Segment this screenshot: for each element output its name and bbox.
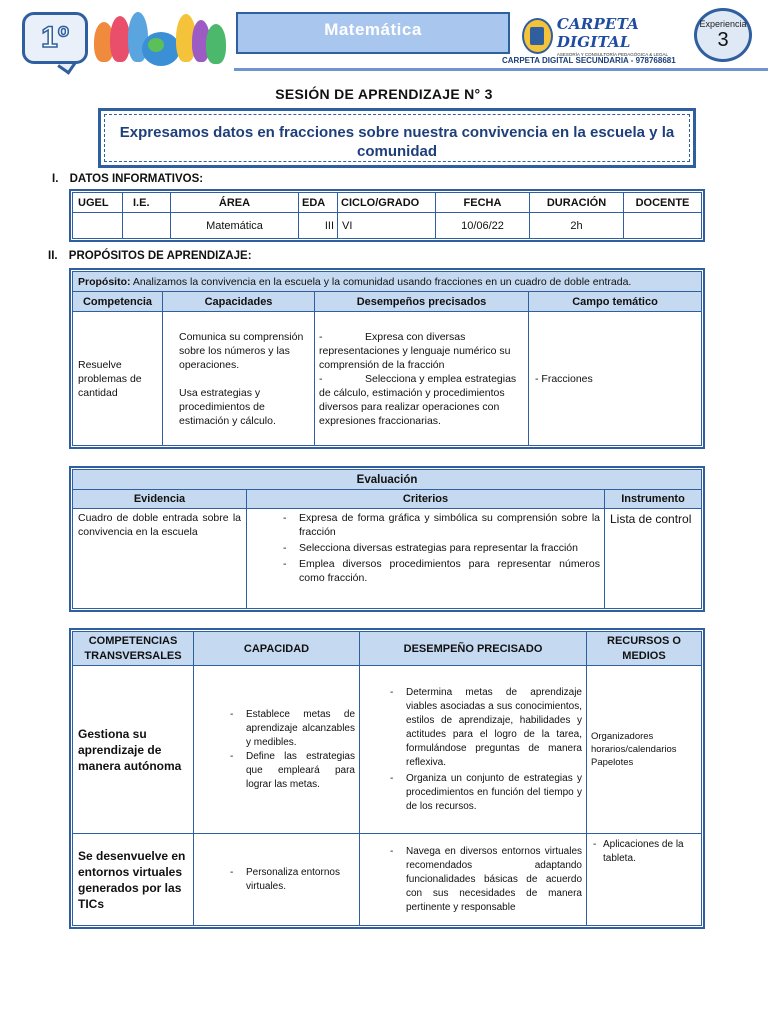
capacidad-2: Usa estrategias y procedimientos de estimación y cálculo. (179, 386, 276, 427)
resource-item: - Aplicaciones de la tableta. (587, 838, 697, 866)
col-area: ÁREA (171, 193, 299, 213)
competencia-cell: Resuelve problemas de cantidad (73, 312, 163, 446)
col-competencias-transversales: COMPETENCIAS TRANSVERSALES (73, 632, 194, 666)
cell-ie (123, 213, 171, 239)
grade-badge: 1º (22, 12, 88, 64)
desempenos-cell: - Expresa con diversas representaciones y lenguaje numérico su comprensión de la fracción - Selecciona y emplea estrategias de cálculo, estimación y procedimientos diversos para realizar operaciones con expresiones fraccionarias. (315, 312, 529, 446)
campo-cell: - Fracciones (529, 312, 702, 446)
capacidad-1: Comunica su comprensión sobre los números y las operaciones. (179, 330, 304, 371)
section-2-title: PROPÓSITOS DE APRENDIZAJE: (68, 250, 252, 262)
experience-label: Experiencia (699, 19, 747, 29)
section-1-title: DATOS INFORMATIVOS: (69, 173, 204, 185)
section-1-heading (52, 173, 203, 185)
evaluation-title: Evaluación (73, 470, 702, 490)
topic-box (98, 108, 696, 168)
desempeno-2: Selecciona y emplea estrategias de cálculo, estimación y procedimientos diversos para realizar operaciones con expresiones fraccionarias. (319, 372, 517, 427)
transversal-capacities-1 (194, 666, 360, 834)
logo-title: CARPETA DIGITAL (556, 15, 639, 51)
col-duracion: DURACIÓN (530, 193, 624, 213)
section-2-heading (48, 250, 252, 262)
header-divider (234, 68, 768, 71)
criteria-cell (247, 509, 605, 609)
purpose-text: Analizamos la convivencia en la escuela y la comunidad usando fracciones en un cuadro de doble entrada. (130, 275, 632, 288)
logo-tagline: ASESORÍA Y CONSULTORÍA PEDAGÓGICA & LEGAL (556, 52, 669, 57)
transversal-performances-2 (360, 834, 587, 926)
cell-ugel (73, 213, 123, 239)
evaluation-table (72, 469, 702, 609)
cell-duracion: 2h (530, 213, 624, 239)
col-recursos: RECURSOS O MEDIOS (587, 632, 702, 666)
cell-fecha: 10/06/22 (436, 213, 530, 239)
col-ciclo: CICLO/GRADO (338, 193, 436, 213)
transversal-competence-1: Gestiona su aprendizaje de manera autónoma (73, 666, 194, 834)
transversal-competencies-table (72, 631, 702, 926)
criterion-item: - Selecciona diversas estrategias para representar la fracción (277, 541, 600, 555)
desempeno-1: Expresa con diversas representaciones y lenguaje numérico su comprensión de la fracción (319, 330, 511, 371)
session-title: SESIÓN DE APRENDIZAJE N° 3 (275, 86, 493, 102)
purpose-label: Propósito: (78, 275, 131, 288)
transversal-resources-1: Organizadores horarios/calendarios Papelotes (587, 666, 702, 834)
brand-contact: CARPETA DIGITAL SECUNDARIA - 978768681 (502, 56, 676, 65)
topic-text: Expresamos datos en fracciones sobre nuestra convivencia en la escuela y la comunidad (104, 114, 690, 162)
experience-badge (694, 8, 752, 62)
cell-docente (624, 213, 702, 239)
col-criterios: Criterios (247, 490, 605, 509)
col-ie: I.E. (123, 193, 171, 213)
col-desempenos: Desempeños precisados (315, 292, 529, 312)
transversal-capacities-2 (194, 834, 360, 926)
instrument-cell: Lista de control (605, 509, 702, 609)
transversal-competence-2: Se desenvuelve en entornos virtuales generados por las TICs (73, 834, 194, 926)
informative-data-table (72, 192, 702, 239)
col-evidencia: Evidencia (73, 490, 247, 509)
col-capacidad: CAPACIDAD (194, 632, 360, 666)
criterion-item: - Emplea diversos procedimientos para representar números como fracción. (277, 557, 600, 585)
purpose-row (73, 272, 702, 292)
evidence-cell: Cuadro de doble entrada sobre la convivencia en la escuela (73, 509, 247, 609)
section-1-number: I. (52, 173, 59, 185)
performance-item: - Navega en diversos entornos virtuales recomendados adaptando funcionalidades básicas de acuerdo con sus necesidades de manera pertinente y responsable (384, 845, 582, 915)
col-eda: EDA (299, 193, 338, 213)
cell-ciclo: VI (338, 213, 436, 239)
children-globe-illustration (94, 10, 226, 66)
capacity-item: - Establece metas de aprendizaje alcanzables y medibles. (224, 708, 355, 750)
cell-eda: III (299, 213, 338, 239)
col-desempeno-precisado: DESEMPEÑO PRECISADO (360, 632, 587, 666)
capacity-item: - Define las estrategias que empleará para lograr las metas. (224, 750, 355, 792)
col-competencia: Competencia (73, 292, 163, 312)
page-header (0, 0, 768, 72)
col-fecha: FECHA (436, 193, 530, 213)
criterion-item: - Expresa de forma gráfica y simbólica su comprensión sobre la fracción (277, 511, 600, 539)
capacidades-cell (163, 312, 315, 446)
col-ugel: UGEL (73, 193, 123, 213)
col-instrumento: Instrumento (605, 490, 702, 509)
capacity-item: - Personaliza entornos virtuales. (224, 866, 355, 894)
logo-emblem-icon (522, 18, 553, 54)
col-capacidades: Capacidades (163, 292, 315, 312)
performance-item: - Determina metas de aprendizaje viables asociadas a sus conocimientos, estilos de aprendizaje, habilidades y actitudes para el logro de la tarea, formulándose preguntas de manera reflexiva. (384, 686, 582, 770)
performance-item: - Organiza un conjunto de estrategias y procedimientos en función del tiempo y de los recursos. (384, 772, 582, 814)
learning-purpose-table (72, 271, 702, 446)
col-campo: Campo temático (529, 292, 702, 312)
carpeta-digital-logo (522, 16, 692, 56)
section-2-number: II. (48, 250, 58, 262)
col-docente: DOCENTE (624, 193, 702, 213)
transversal-resources-2 (587, 834, 702, 926)
experience-number: 3 (717, 29, 729, 51)
subject-title: Matemática (236, 12, 510, 54)
transversal-performances-1 (360, 666, 587, 834)
cell-area: Matemática (171, 213, 299, 239)
